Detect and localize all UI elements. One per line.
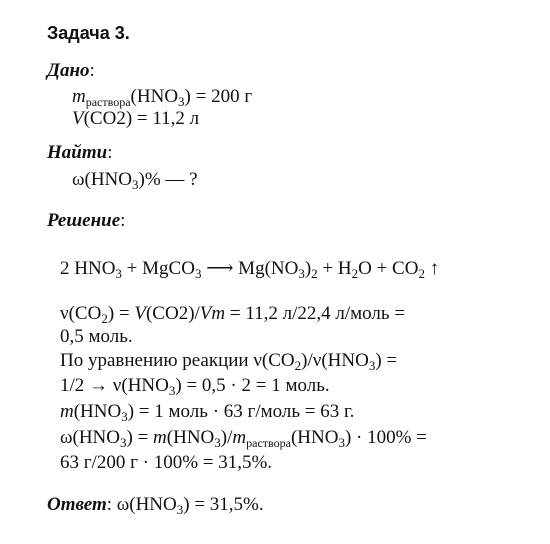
solution-line-5: $m(HNO_3) = 1$ моль · 63 г/моль = 63 г. — [60, 401, 355, 424]
problem-title: Задача 3. — [47, 23, 130, 43]
given-mass-line: $m_{раствора}(HNO_3) = 200$ г — [72, 86, 253, 109]
reaction-equation: 2 $HNO_3$ + MgCO$_3$ ⟶ $Mg(NO_3)_2 + H_2O + CO_2$ ↑ — [60, 258, 440, 281]
solution-line-6: $\omega(HNO_3) = m(HNO_3)/m_{раствора}(HNO_3) \cdot 100\%$ = — [60, 427, 427, 450]
find-label: Найти — [47, 142, 108, 163]
given-heading: Дано: — [47, 60, 95, 81]
solution-line-1: $\nu(CO_2) = V(CO2)/Vm = 11,2$ л/22,4 л/моль = — [60, 303, 406, 326]
find-heading: Найти: — [47, 142, 113, 163]
find-line: $\omega(HNO_3)\%$ — ? — [72, 169, 198, 192]
given-volume-line: V(CO2) = 11,2 л — [72, 108, 200, 129]
solution-label: Решение — [47, 210, 121, 231]
answer-label: Ответ — [47, 494, 107, 515]
solution-heading: Решение: — [47, 210, 126, 231]
solution-line-2: 0,5 моль. — [60, 326, 133, 347]
answer-line: Ответ: $\omega(HNO_3) = 31,5\%$. — [47, 494, 264, 517]
solution-line-4: $1/2 \to \nu(HNO_3) = 0,5 \cdot 2 = 1$ моль. — [60, 375, 330, 398]
solution-line-7: 63 г/200 г · 100% = 31,5%. — [60, 452, 273, 473]
solution-line-3: По уравнению реакции $\nu(CO_2)/\nu(HNO_3)$ = — [60, 350, 398, 373]
given-label: Дано — [47, 60, 90, 81]
